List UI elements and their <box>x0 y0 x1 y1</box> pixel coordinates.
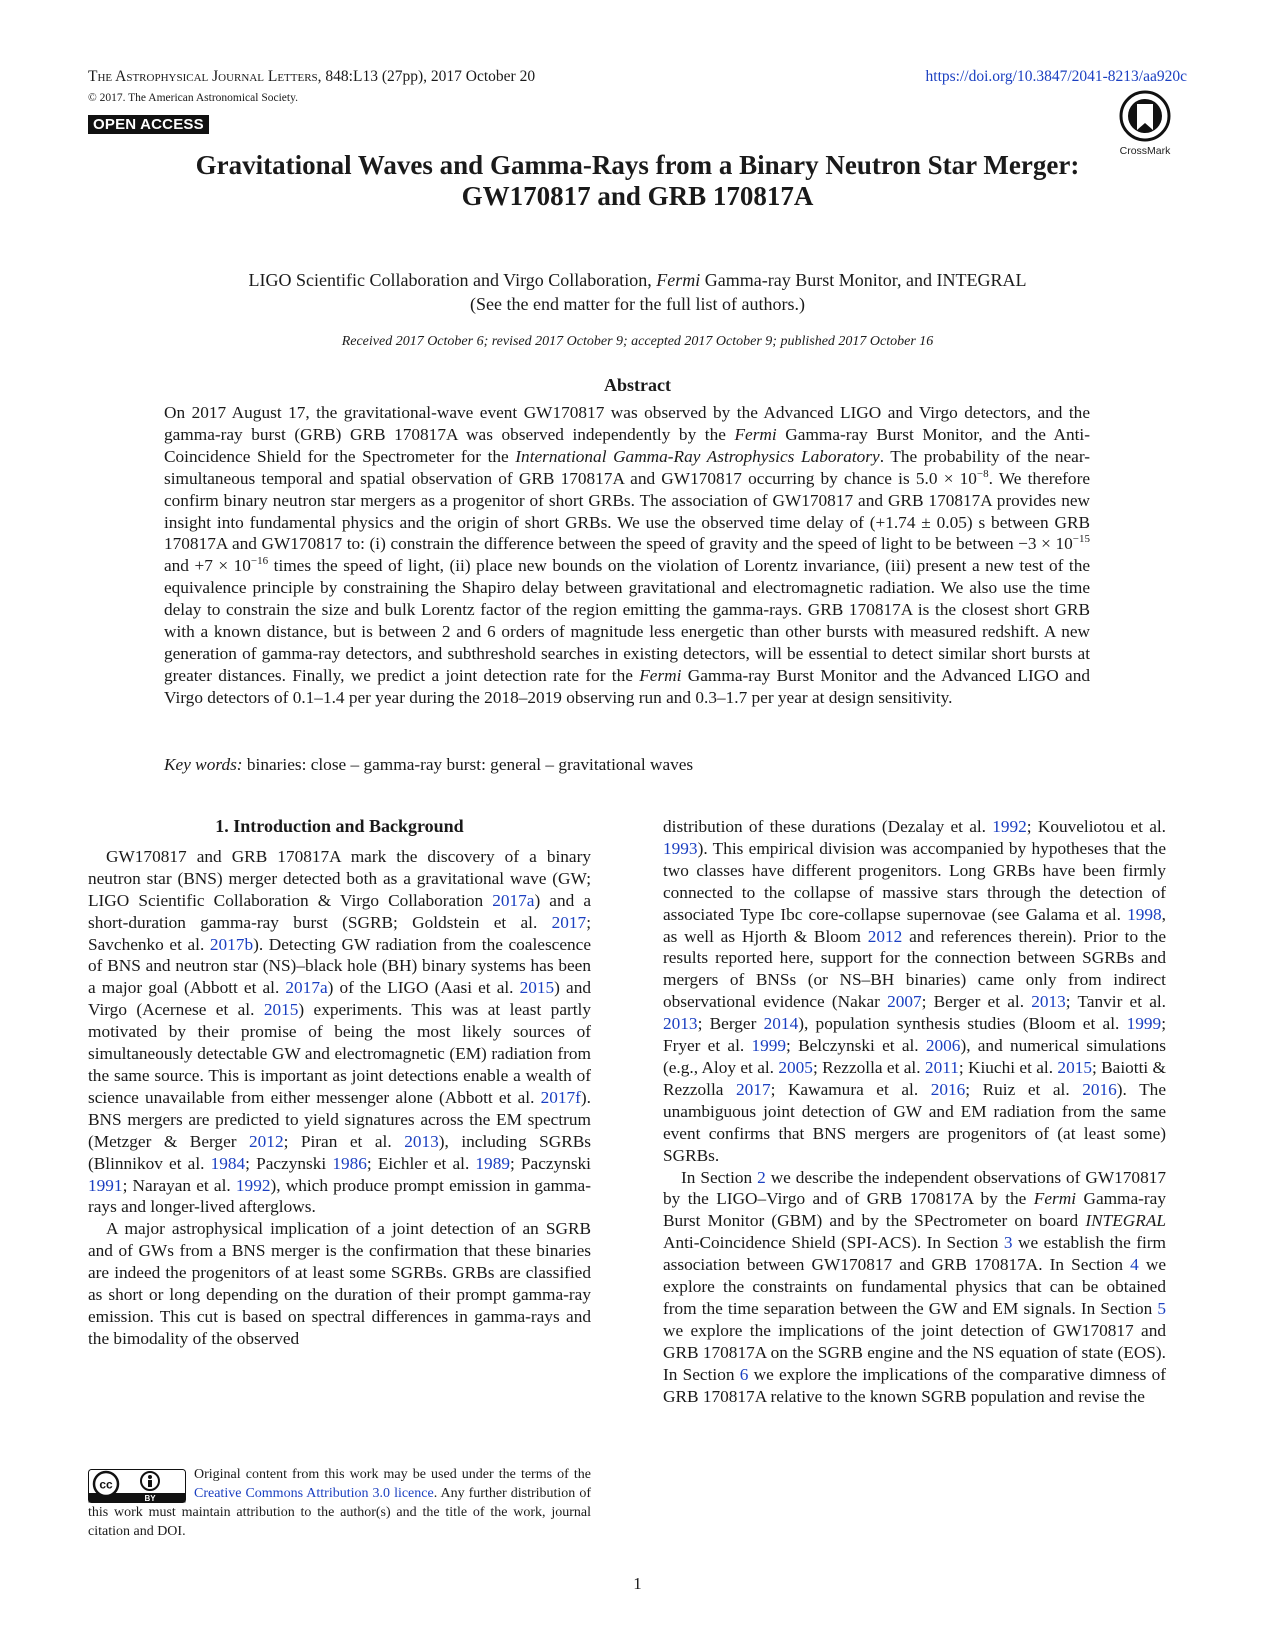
abstract-heading: Abstract <box>604 375 671 395</box>
section-link[interactable]: 4 <box>1130 1255 1139 1275</box>
citation-link[interactable]: 2007 <box>887 992 922 1012</box>
keywords-label: Key words: <box>164 755 243 774</box>
citation-link[interactable]: 1989 <box>475 1153 510 1173</box>
citation-link[interactable]: 2012 <box>867 926 903 946</box>
citation-link[interactable]: 2017b <box>209 934 254 954</box>
citation-link[interactable]: 2015 <box>263 1000 299 1020</box>
crossmark-label: CrossMark <box>1119 145 1171 157</box>
citation-link[interactable]: 1999 <box>751 1036 787 1056</box>
citation-link[interactable]: 1998 <box>1127 904 1162 924</box>
citation-link[interactable]: 2012 <box>249 1131 284 1151</box>
citation-link[interactable]: 2017 <box>551 912 587 932</box>
citation-link[interactable]: 2011 <box>924 1057 959 1077</box>
copyright-notice: © 2017. The American Astronomical Society. <box>88 92 298 104</box>
title-line-2: GW170817 and GRB 170817A <box>461 181 814 211</box>
citation-link[interactable]: 1992 <box>235 1175 271 1195</box>
title-line-1: Gravitational Waves and Gamma-Rays from a Binary Neutron Star Merger: <box>195 150 1080 180</box>
section-link[interactable]: 2 <box>757 1167 766 1187</box>
citation-link[interactable]: 2013 <box>1031 992 1066 1012</box>
intro-paragraph-4: In Section 2 we describe the independent observations of GW170817 by the LIGO–Virgo and of GRB 170817A by the Fermi Gamma-ray Burst Monitor (GBM) and by the SPectrometer on board INTEGRAL Anti-Coincidence Shield (SPI-ACS). In Section 3 we establish the firm association between GW170817 and GRB 170817A. In Section 4 we explore the constraints on fundamental physics that can be obtained from the time separation between the GW and EM signals. In Section 5 we explore the implications of the joint detection of GW170817 and GRB 170817A on the SGRB engine and the NS equation of state (EOS). In Section 6 we explore the implications of the comparative dimness of GRB 170817A relative to the known SGRB population and revise the <box>663 1167 1166 1406</box>
author-text: LIGO Scientific Collaboration and Virgo Collaboration, <box>248 270 657 290</box>
citation-link[interactable]: 2014 <box>763 1014 799 1034</box>
abstract-text: On 2017 August 17, the gravitational-wave event GW170817 was observed by the Advanced LIGO and Virgo detectors, and the gamma-ray burst (GRB) GRB 170817A was observed independently by the Fermi Gamma-ray Burst Monitor, and the Anti-Coincidence Shield for the Spectrometer for the International Gamma-Ray Astrophysics Laboratory. The probability of the near-simultaneous temporal and spatial observation of GRB 170817A and GW170817 occurring by chance is $5.0 \times 10^{-8}$. We therefore confirm binary neutron star mergers as a progenitor of short GRBs. The association of GW170817 and GRB 170817A provides new insight into fundamental physics and the origin of short GRBs. We use the observed time delay of (+1.74 ± 0.05) s between GRB 170817A and GW170817 to: (i) constrain the difference between the speed of gravity and the speed of light to be between $-3 \times 10^{-15}$ and $+7 \times 10^{-16}$ times the speed of light, (ii) place new bounds on the violation of Lorentz invariance, (iii) present a new test of the equivalence principle by constraining the Shapiro delay between gravitational and electromagnetic radiation. We also use the time delay to constrain the size and bulk Lorentz factor of the region emitting the gamma-rays. GRB 170817A is the closest short GRB with a known distance, but is between 2 and 6 orders of magnitude less energetic than other bursts with measured redshift. A new generation of gamma-ray detectors, and subthreshold searches in existing detectors, will be essential to detect similar short bursts at greater distances. Finally, we predict a joint detection rate for the Fermi Gamma-ray Burst Monitor and the Advanced LIGO and Virgo detectors of 0.1–1.4 per year during the 2018–2019 observing run and 0.3–1.7 per year at design sensitivity. <box>164 403 1091 707</box>
citation-link[interactable]: 2013 <box>404 1131 439 1151</box>
svg-text:cc: cc <box>99 1477 113 1492</box>
section-link[interactable]: 3 <box>1003 1233 1013 1253</box>
citation-link[interactable]: 1986 <box>332 1153 367 1173</box>
citation-link[interactable]: 2015 <box>1057 1057 1092 1077</box>
crossmark-icon <box>1119 90 1171 142</box>
open-access-badge: OPEN ACCESS <box>88 115 209 134</box>
intro-paragraph-2: A major astrophysical implication of a joint detection of an SGRB and of GWs from a BNS merger is the confirmation that these binaries are indeed the progenitors of at least some SGRBs. GRBs are classified as short or long depending on the duration of their prompt gamma-ray emission. This cut is based on spectral differences in gamma-rays and the bimodality of the observed <box>88 1219 591 1348</box>
citation-link[interactable]: 1991 <box>88 1175 123 1195</box>
doi-link[interactable]: https://doi.org/10.3847/2041-8213/aa920c <box>925 68 1187 85</box>
citation-link[interactable]: 2006 <box>925 1036 961 1056</box>
section-heading: 1. Introduction and Background <box>215 816 464 836</box>
citation-link[interactable]: 1999 <box>1126 1014 1162 1034</box>
crossmark-button[interactable] <box>1110 90 1180 157</box>
section-link[interactable]: 6 <box>739 1364 749 1384</box>
keywords <box>164 755 1090 775</box>
author-fermi: Fermi <box>656 270 701 290</box>
right-column <box>663 816 1166 1407</box>
author-list <box>100 268 1175 316</box>
citation-link[interactable]: 2013 <box>663 1014 698 1034</box>
citation-link[interactable]: 1992 <box>992 817 1027 836</box>
citation-link[interactable]: 2017f <box>540 1087 581 1107</box>
citation-link[interactable]: 2017a <box>285 978 328 998</box>
paper-title <box>100 150 1175 212</box>
license-notice: cc BY Original content from this work may be used under the terms of the Creative Commons Attribution 3.0 licence. Any further distribution of this work must maintain attribution to the author(s) and the title of the work, journal citation and DOI. <box>88 1467 591 1539</box>
author-note: (See the end matter for the full list of authors.) <box>470 294 805 314</box>
citation-link[interactable]: 2016 <box>1082 1079 1117 1099</box>
journal-citation <box>88 68 535 86</box>
svg-text:BY: BY <box>144 1494 156 1503</box>
license-link[interactable]: Creative Commons Attribution 3.0 licence <box>194 1486 434 1501</box>
citation-link[interactable]: 2015 <box>519 978 555 998</box>
citation-link[interactable]: 1993 <box>663 838 698 858</box>
journal-volume: , 848:L13 (27pp), 2017 October 20 <box>317 68 536 85</box>
citation-link[interactable]: 2017 <box>736 1079 771 1099</box>
intro-paragraph-3: distribution of these durations (Dezalay et al. 1992; Kouveliotou et al. 1993). This empirical division was accompanied by hypotheses that the two classes have different progenitors. Long GRBs have been firmly connected to the collapse of massive stars through the detection of associated Type Ibc core-collapse supernovae (see Galama et al. 1998, as well as Hjorth & Bloom 2012 and references therein). Prior to the results reported here, support for the connection between SGRBs and mergers of BNSs (or NS–BH binaries) came only from indirect observational evidence (Nakar 2007; Berger et al. 2013; Tanvir et al. 2013; Berger 2014), population synthesis studies (Bloom et al. 1999; Fryer et al. 1999; Belczynski et al. 2006), and numerical simulations (e.g., Aloy et al. 2005; Rezzolla et al. 2011; Kiuchi et al. 2015; Baiotti & Rezzolla 2017; Kawamura et al. 2016; Ruiz et al. 2016). The unambiguous joint detection of GW and EM radiation from the same event confirms that BNS mergers are progenitors of (at least some) SGRBs. <box>663 817 1167 1165</box>
citation-link[interactable]: 2017a <box>492 890 535 910</box>
cc-by-license-icon <box>88 1469 186 1503</box>
left-column <box>88 816 591 1350</box>
section-link[interactable]: 5 <box>1157 1298 1166 1318</box>
journal-name: The Astrophysical Journal Letters <box>88 68 318 85</box>
citation-link[interactable]: 2005 <box>778 1057 813 1077</box>
author-text-end: Gamma-ray Burst Monitor, and INTEGRAL <box>700 270 1027 290</box>
intro-paragraph-1: GW170817 and GRB 170817A mark the discovery of a binary neutron star (BNS) merger detected both as a gravitational wave (GW; LIGO Scientific Collaboration & Virgo Collaboration 2017a) and a short-duration gamma-ray burst (SGRB; Goldstein et al. 2017; Savchenko et al. 2017b). Detecting GW radiation from the coalescence of BNS and neutron star (NS)–black hole (BH) binary systems has been a major goal (Abbott et al. 2017a) of the LIGO (Aasi et al. 2015) and Virgo (Acernese et al. 2015) experiments. This was at least partly motivated by their promise of being the most likely sources of simultaneously detectable GW and electromagnetic (EM) radiation from the same source. This is important as joint detections enable a wealth of science unavailable from either messenger alone (Abbott et al. 2017f). BNS mergers are predicted to yield signatures across the EM spectrum (Metzger & Berger 2012; Piran et al. 2013), including SGRBs (Blinnikov et al. 1984; Paczynski 1986; Eichler et al. 1989; Paczynski 1991; Narayan et al. 1992), which produce prompt emission in gamma-rays and longer-lived afterglows. <box>88 846 591 1217</box>
keywords-text: binaries: close – gamma-ray burst: general – gravitational waves <box>242 755 694 774</box>
publication-dates: Received 2017 October 6; revised 2017 October 9; accepted 2017 October 9; published 2017 October 16 <box>341 334 934 349</box>
page-number: 1 <box>633 1574 642 1593</box>
citation-link[interactable]: 1984 <box>210 1153 246 1173</box>
citation-link[interactable]: 2016 <box>930 1079 966 1099</box>
